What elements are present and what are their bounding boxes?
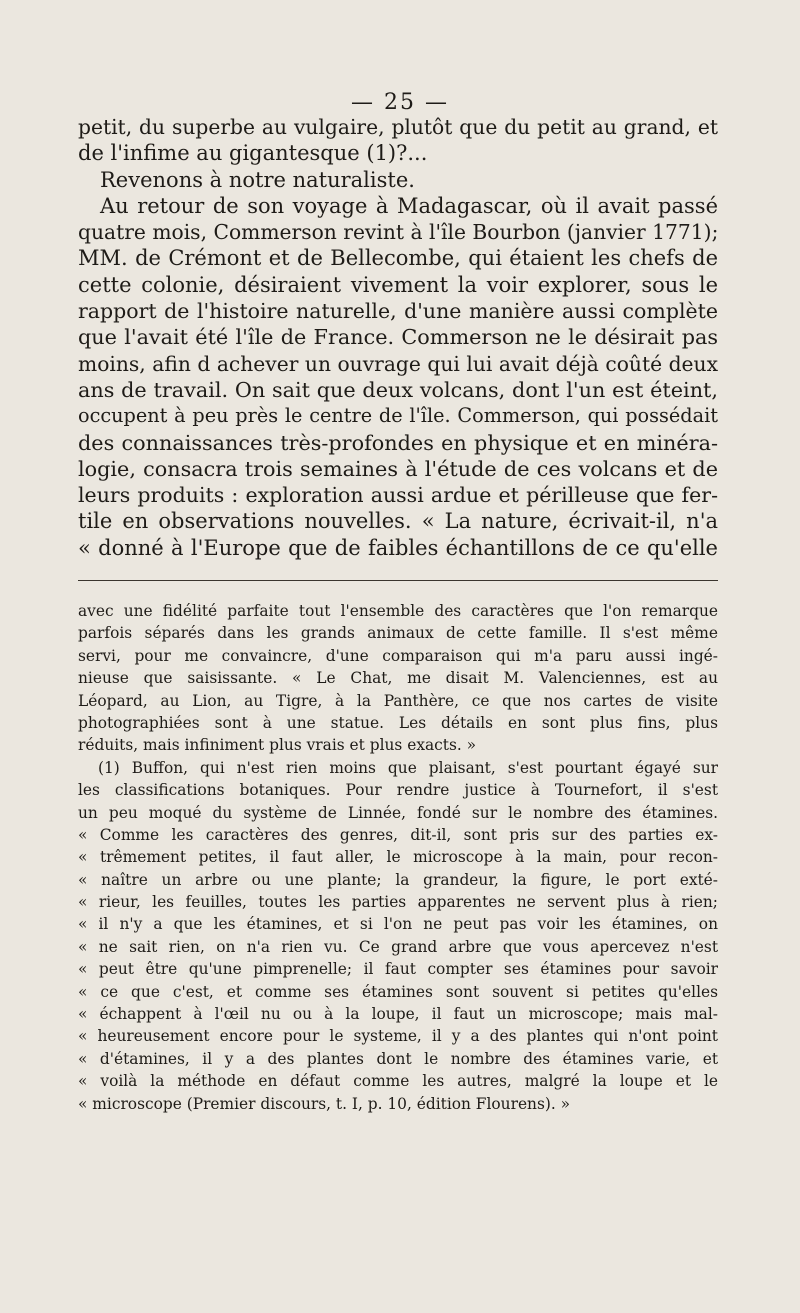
footnote-line: « microscope (Premier discours, t. I, p. 10, édition Flourens). » <box>78 1094 571 1113</box>
footnote-line: « ce que c'est, et comme ses étamines sont souvent si petites qu'elles <box>78 982 718 1001</box>
footnote-line: « Comme les caractères des genres, dit-il, sont pris sur des parties ex- <box>78 825 718 844</box>
footnote-line: « naître un arbre ou une plante; la grandeur, la figure, le port exté- <box>78 870 718 889</box>
text-line: des connaissances très-profondes en physique et en minéra- <box>78 430 718 455</box>
footnote-line: « d'étamines, il y a des plantes dont le nombre des étamines varie, et <box>78 1049 718 1068</box>
footnote-divider <box>78 580 718 581</box>
footnote-line: photographiées sont à une statue. Les détails en sont plus fins, plus <box>78 713 718 732</box>
text-line: ans de travail. On sait que deux volcans, dont l'un est éteint, <box>78 377 718 402</box>
text-line: quatre mois, Commerson revint à l'île Bourbon (janvier 1771); <box>78 220 719 245</box>
footnotes <box>78 600 718 1115</box>
text-line: tile en observations nouvelles. « La nature, écrivait-il, n'a <box>78 509 718 534</box>
footnote-line: « échappent à l'œil nu ou à la loupe, il faut un microscope; mais mal- <box>78 1005 718 1024</box>
footnote-line: réduits, mais infiniment plus vrais et plus exacts. » <box>78 736 477 755</box>
footnote-line: « trêmement petites, il faut aller, le microscope à la main, pour recon- <box>78 848 718 867</box>
page-number: — 25 — <box>351 90 449 115</box>
text-line: petit, du superbe au vulgaire, plutôt que du petit au grand, et <box>78 115 718 139</box>
text-line: occupent à peu près le centre de l'île. Commerson, qui possédait <box>78 404 718 428</box>
text-line: que l'avait été l'île de France. Commerson ne le désirait pas <box>78 325 718 350</box>
footnote-line: « il n'y a que les étamines, et si l'on ne peut pas voir les étamines, on <box>78 915 718 934</box>
text-line: rapport de l'histoire naturelle, d'une manière aussi complète <box>78 299 718 324</box>
footnote-line: parfois séparés dans les grands animaux de cette famille. Il s'est même <box>78 624 718 643</box>
text-line: cette colonie, désiraient vivement la voir explorer, sous le <box>78 272 718 297</box>
text-line: moins, afin d achever un ouvrage qui lui avait déjà coûté deux <box>78 351 718 376</box>
footnote-line: servi, pour me convaincre, d'une comparaison qui m'a paru aussi ingé- <box>78 646 718 665</box>
text-line: MM. de Crémont et de Bellecombe, qui étaient les chefs de <box>78 246 718 271</box>
text-line: « donné à l'Europe que de faibles échantillons de ce qu'elle <box>78 535 718 560</box>
footnote-line: « heureusement encore pour le systeme, il y a des plantes qui n'ont point <box>78 1027 718 1046</box>
text-line: Au retour de son voyage à Madagascar, où il avait passé <box>100 193 718 218</box>
footnote-line: « voilà la méthode en défaut comme les autres, malgré la loupe et le <box>78 1072 718 1091</box>
footnote-line: « ne sait rien, on n'a rien vu. Ce grand arbre que vous apercevez n'est <box>78 937 718 956</box>
footnote-line: « rieur, les feuilles, toutes les parties apparentes ne servent plus à rien; <box>78 893 718 912</box>
footnote-line: un peu moqué du système de Linnée, fondé sur le nombre des étamines. <box>78 803 718 822</box>
text-line: Revenons à notre naturaliste. <box>100 167 415 192</box>
text-line: logie, consacra trois semaines à l'étude de ces volcans et de <box>78 456 718 481</box>
footnote-line: Léopard, au Lion, au Tigre, à la Panthère, ce que nos cartes de visite <box>78 691 718 710</box>
text-line: de l'infime au gigantesque (1)?... <box>78 141 428 166</box>
footnote-line: nieuse que saisissante. « Le Chat, me disait M. Valenciennes, est au <box>78 669 718 688</box>
footnote-line: les classifications botaniques. Pour rendre justice à Tournefort, il s'est <box>78 781 718 800</box>
footnote-line: avec une fidélité parfaite tout l'ensemble des caractères que l'on remarque <box>78 602 718 620</box>
footnote-line: (1) Buffon, qui n'est rien moins que plaisant, s'est pourtant égayé sur <box>98 758 718 777</box>
footnote-line: « peut être qu'une pimprenelle; il faut compter ses étamines pour savoir <box>78 960 718 979</box>
text-line: leurs produits : exploration aussi ardue et périlleuse que fer- <box>78 483 718 508</box>
main-text <box>78 114 718 561</box>
